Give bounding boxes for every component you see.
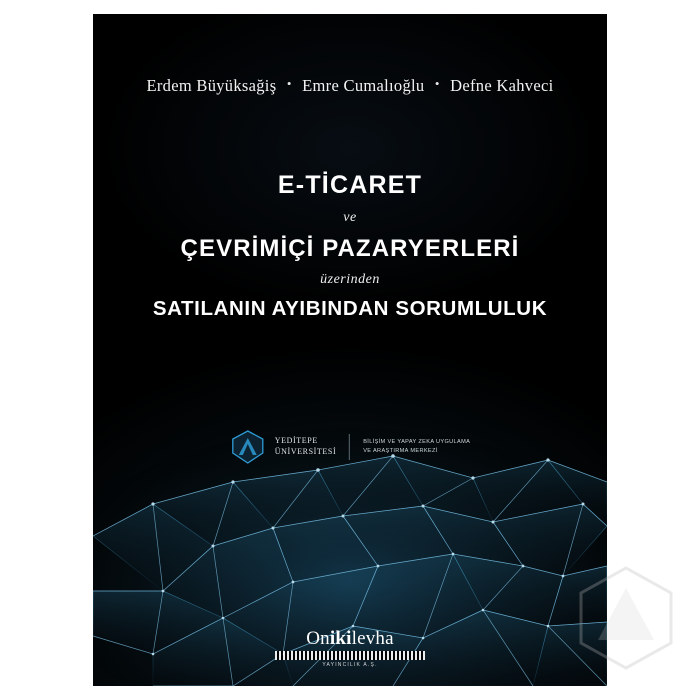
author-name-2: Emre Cumalıoğlu bbox=[302, 76, 425, 95]
research-center-name bbox=[363, 438, 470, 455]
author-separator-icon: • bbox=[286, 76, 292, 91]
publisher-subtitle: YAYINCILIK A.Ş. bbox=[322, 662, 378, 668]
publisher-name-part-2: iki bbox=[329, 628, 352, 649]
publisher-barcode-mark bbox=[275, 651, 425, 660]
author-separator-icon: • bbox=[434, 76, 440, 91]
yeditepe-shield-icon bbox=[230, 429, 266, 465]
title-connector-2: üzerinden bbox=[320, 272, 380, 288]
publisher-name-part-3: levha bbox=[351, 628, 394, 649]
university-name bbox=[275, 436, 336, 458]
title-line-3: SATILANIN AYIBINDAN SORUMLULUK bbox=[152, 297, 548, 321]
title-block bbox=[93, 170, 607, 321]
title-line-1: E-TİCARET bbox=[277, 171, 423, 199]
author-name-1: Erdem Büyüksağiş bbox=[146, 76, 277, 95]
logo-divider bbox=[349, 434, 350, 460]
authors-line bbox=[93, 76, 607, 96]
research-center-line-2: VE ARAŞTIRMA MERKEZİ bbox=[363, 448, 438, 454]
book-cover bbox=[93, 14, 607, 686]
publisher-name bbox=[275, 629, 425, 648]
title-connector-1: ve bbox=[343, 210, 357, 226]
publisher-name-part-1: On bbox=[306, 628, 330, 649]
title-line-2: ÇEVRİMİÇİ PAZARYERLERİ bbox=[180, 235, 520, 263]
university-name-line-2: ÜNİVERSİTESİ bbox=[274, 447, 337, 456]
logo-group bbox=[230, 429, 470, 465]
publisher-logo bbox=[275, 629, 425, 668]
research-center-line-1: BİLİŞİM VE YAPAY ZEKA UYGULAMA bbox=[363, 439, 471, 446]
university-name-line-1: YEDİTEPE bbox=[274, 436, 318, 446]
author-name-3: Defne Kahveci bbox=[450, 76, 554, 95]
